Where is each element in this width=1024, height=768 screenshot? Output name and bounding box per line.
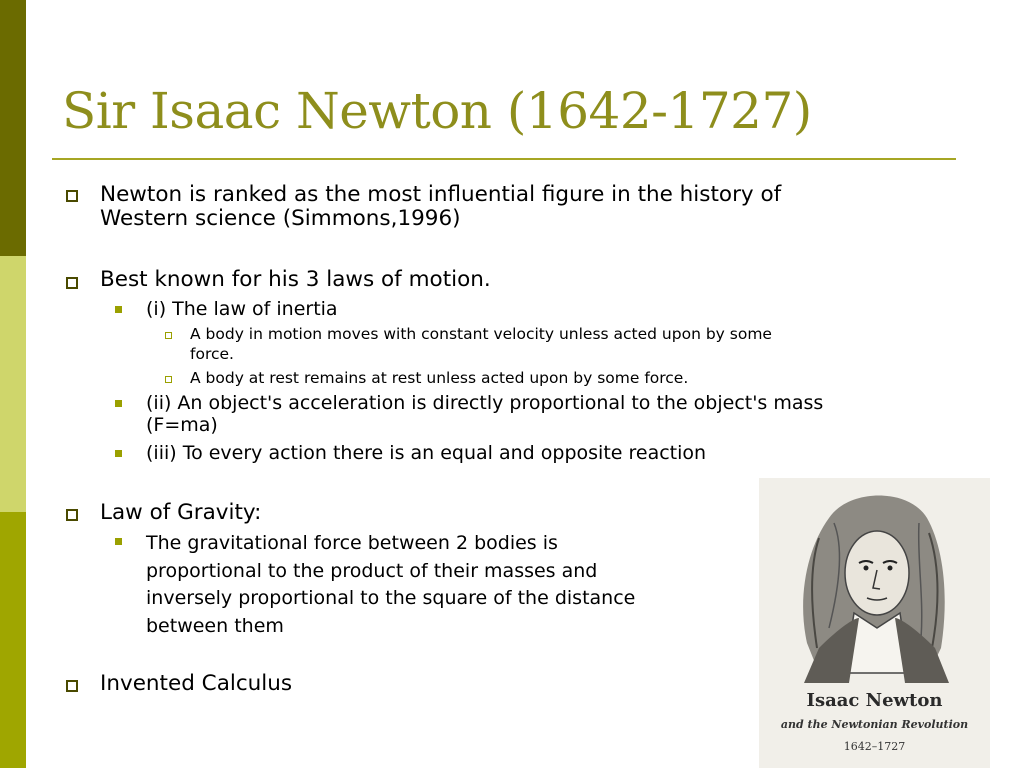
- book-years: 1642–1727: [843, 740, 906, 753]
- bullet-line: A body in motion moves with constant velocity unless acted upon by some: [190, 325, 772, 343]
- bullet-line: Best known for his 3 laws of motion.: [100, 267, 491, 292]
- bullet-line: (ii) An object's acceleration is directly proportional to the object's mass: [146, 392, 824, 414]
- bullet-line: Newton is ranked as the most influential figure in the history of: [100, 182, 782, 207]
- sub-sub-bullet-square-icon: [165, 376, 172, 383]
- bullet-line: (F=ma): [146, 414, 218, 436]
- sub-sub-bullet-square-icon: [165, 332, 172, 339]
- bullet-line: (i) The law of inertia: [146, 298, 338, 320]
- sub-bullet-square-icon: [115, 538, 122, 545]
- book-subtitle: and the Newtonian Revolution: [780, 718, 969, 731]
- bullet-square-icon: [66, 680, 78, 692]
- sub-bullet-text: [146, 298, 338, 320]
- sub-bullet-text: [146, 442, 706, 464]
- bullet-text: [100, 268, 491, 292]
- bullet-text: [100, 501, 261, 525]
- sub-bullet-square-icon: [115, 400, 122, 407]
- bullet-line: (iii) To every action there is an equal and opposite reaction: [146, 442, 707, 464]
- sub-bullet-text: [146, 392, 823, 436]
- bullet-line: between them: [146, 614, 284, 637]
- bullet-line: force.: [190, 345, 234, 363]
- bullet-line: The gravitational force between 2 bodies is: [146, 532, 558, 554]
- bullet-line: inversely proportional to the square of the distance: [146, 587, 636, 609]
- bullet-text: [100, 183, 781, 231]
- sub-bullet-square-icon: [115, 450, 122, 457]
- sub-bullet-text: [146, 530, 635, 640]
- bullet-line: Law of Gravity:: [100, 500, 262, 525]
- bullet-line: Invented Calculus: [100, 671, 293, 696]
- bullet-text: [100, 672, 292, 696]
- bullet-square-icon: [66, 190, 78, 202]
- book-title: Isaac Newton: [806, 690, 943, 711]
- slide-title: Sir Isaac Newton (1642-1727): [62, 82, 812, 140]
- portrait-engraving-icon: [759, 478, 990, 688]
- bullet-line: Western science (Simmons,1996): [100, 206, 461, 231]
- bullet-square-icon: [66, 509, 78, 521]
- bullet-square-icon: [66, 277, 78, 289]
- bullet-line: A body at rest remains at rest unless acted upon by some force.: [190, 369, 689, 387]
- sub-bullet-square-icon: [115, 306, 122, 313]
- sub-sub-bullet-text: [190, 368, 688, 388]
- sub-sub-bullet-text: [190, 324, 772, 364]
- bullet-line: proportional to the product of their masses and: [146, 559, 598, 582]
- newton-book-cover-image: [759, 478, 990, 768]
